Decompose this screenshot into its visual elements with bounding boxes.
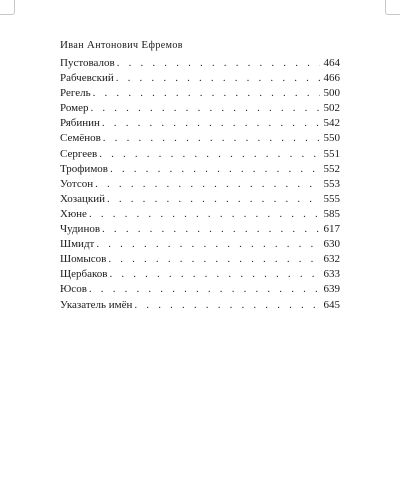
toc-entry[interactable]	[60, 237, 340, 252]
toc-entry-page-number: 552	[323, 162, 340, 175]
toc-dot-leader	[107, 192, 320, 207]
toc-dot-leader	[90, 101, 319, 116]
toc-entry-page-number: 632	[323, 253, 340, 266]
toc-entry-page-number: 502	[323, 102, 340, 115]
toc-entry[interactable]	[60, 207, 340, 222]
running-head-text: ван	[68, 40, 87, 51]
running-head-initial: Е	[141, 39, 149, 51]
toc-entry-name: Семёнов	[60, 132, 101, 145]
toc-entry-name: Сергеев	[60, 147, 98, 160]
page-corner-marker	[0, 0, 15, 15]
toc-dot-leader	[108, 252, 319, 267]
toc-entry[interactable]	[60, 56, 340, 71]
toc-entry-name: Шомысов	[60, 253, 107, 266]
toc-dot-leader	[89, 282, 320, 297]
toc-entry-page-number: 555	[323, 192, 340, 205]
toc-entry[interactable]	[60, 147, 340, 162]
toc-entry-name: Щербаков	[60, 268, 108, 281]
toc-dot-leader	[102, 116, 320, 131]
toc-dot-leader	[109, 267, 319, 282]
toc-entry-name: Рябинин	[60, 117, 100, 130]
toc-entry-name: Юсов	[60, 283, 87, 296]
running-head-text: фремов	[148, 40, 183, 51]
toc-dot-leader	[117, 56, 320, 71]
running-head	[60, 39, 183, 51]
toc-entry-page-number: 639	[323, 283, 340, 296]
page-corner-marker	[385, 0, 400, 15]
toc-entry[interactable]	[60, 222, 340, 237]
toc-dot-leader	[99, 147, 319, 162]
toc-entry-name: Регель	[60, 87, 91, 100]
toc-entry[interactable]	[60, 162, 340, 177]
toc-entry-name: Хозацкий	[60, 192, 105, 205]
toc-entry-name: Ромер	[60, 102, 89, 115]
toc-entry-page-number: 585	[323, 207, 340, 220]
toc-entry-name: Уотсон	[60, 177, 94, 190]
toc-dot-leader	[116, 71, 320, 86]
toc-entry-page-number: 466	[323, 72, 340, 85]
running-head-initial: И	[60, 39, 69, 51]
running-head-initial: А	[86, 39, 96, 51]
toc-entry-name: Пустовалов	[60, 57, 115, 69]
toc-dot-leader	[102, 222, 319, 237]
toc-entry-page-number: 542	[323, 117, 340, 130]
toc-entry-page-number: 551	[323, 147, 340, 160]
toc-entry[interactable]	[60, 86, 340, 101]
toc-dot-leader	[103, 131, 320, 146]
toc-entry[interactable]	[60, 192, 340, 207]
toc-entry-page-number: 500	[323, 87, 340, 100]
toc-entry-name: Рабчевский	[60, 72, 114, 85]
toc-entry-page-number: 617	[323, 223, 340, 236]
toc-entry-name: Хюне	[60, 207, 87, 220]
toc-entry[interactable]	[60, 177, 340, 192]
toc-entry[interactable]	[60, 282, 340, 297]
running-head-text: нтонович	[95, 40, 142, 51]
toc-dot-leader	[93, 86, 320, 101]
toc-dot-leader	[134, 298, 319, 313]
toc-entry-page-number: 633	[323, 268, 340, 281]
toc-entry-page-number: 464	[323, 57, 340, 69]
toc-dot-leader	[96, 237, 319, 252]
toc-entry-name: Трофимов	[60, 162, 108, 175]
toc-entry-name: Чудинов	[60, 223, 101, 236]
toc-entry-page-number: 630	[323, 238, 340, 251]
toc-entry[interactable]	[60, 71, 340, 86]
toc-entry-name: Шмидт	[60, 238, 95, 251]
toc-dot-leader	[110, 162, 320, 177]
toc-dot-leader	[89, 207, 320, 222]
toc-entry-name: Указатель имён	[60, 298, 133, 311]
table-of-contents	[60, 56, 340, 313]
toc-entry-page-number: 645	[323, 298, 340, 311]
toc-entry-page-number: 550	[323, 132, 340, 145]
toc-entry[interactable]	[60, 131, 340, 146]
toc-entry[interactable]	[60, 116, 340, 131]
toc-entry-page-number: 553	[323, 177, 340, 190]
toc-entry[interactable]	[60, 267, 340, 282]
toc-entry[interactable]	[60, 101, 340, 116]
toc-entry[interactable]	[60, 252, 340, 267]
toc-entry[interactable]	[60, 298, 340, 313]
toc-dot-leader	[95, 177, 319, 192]
